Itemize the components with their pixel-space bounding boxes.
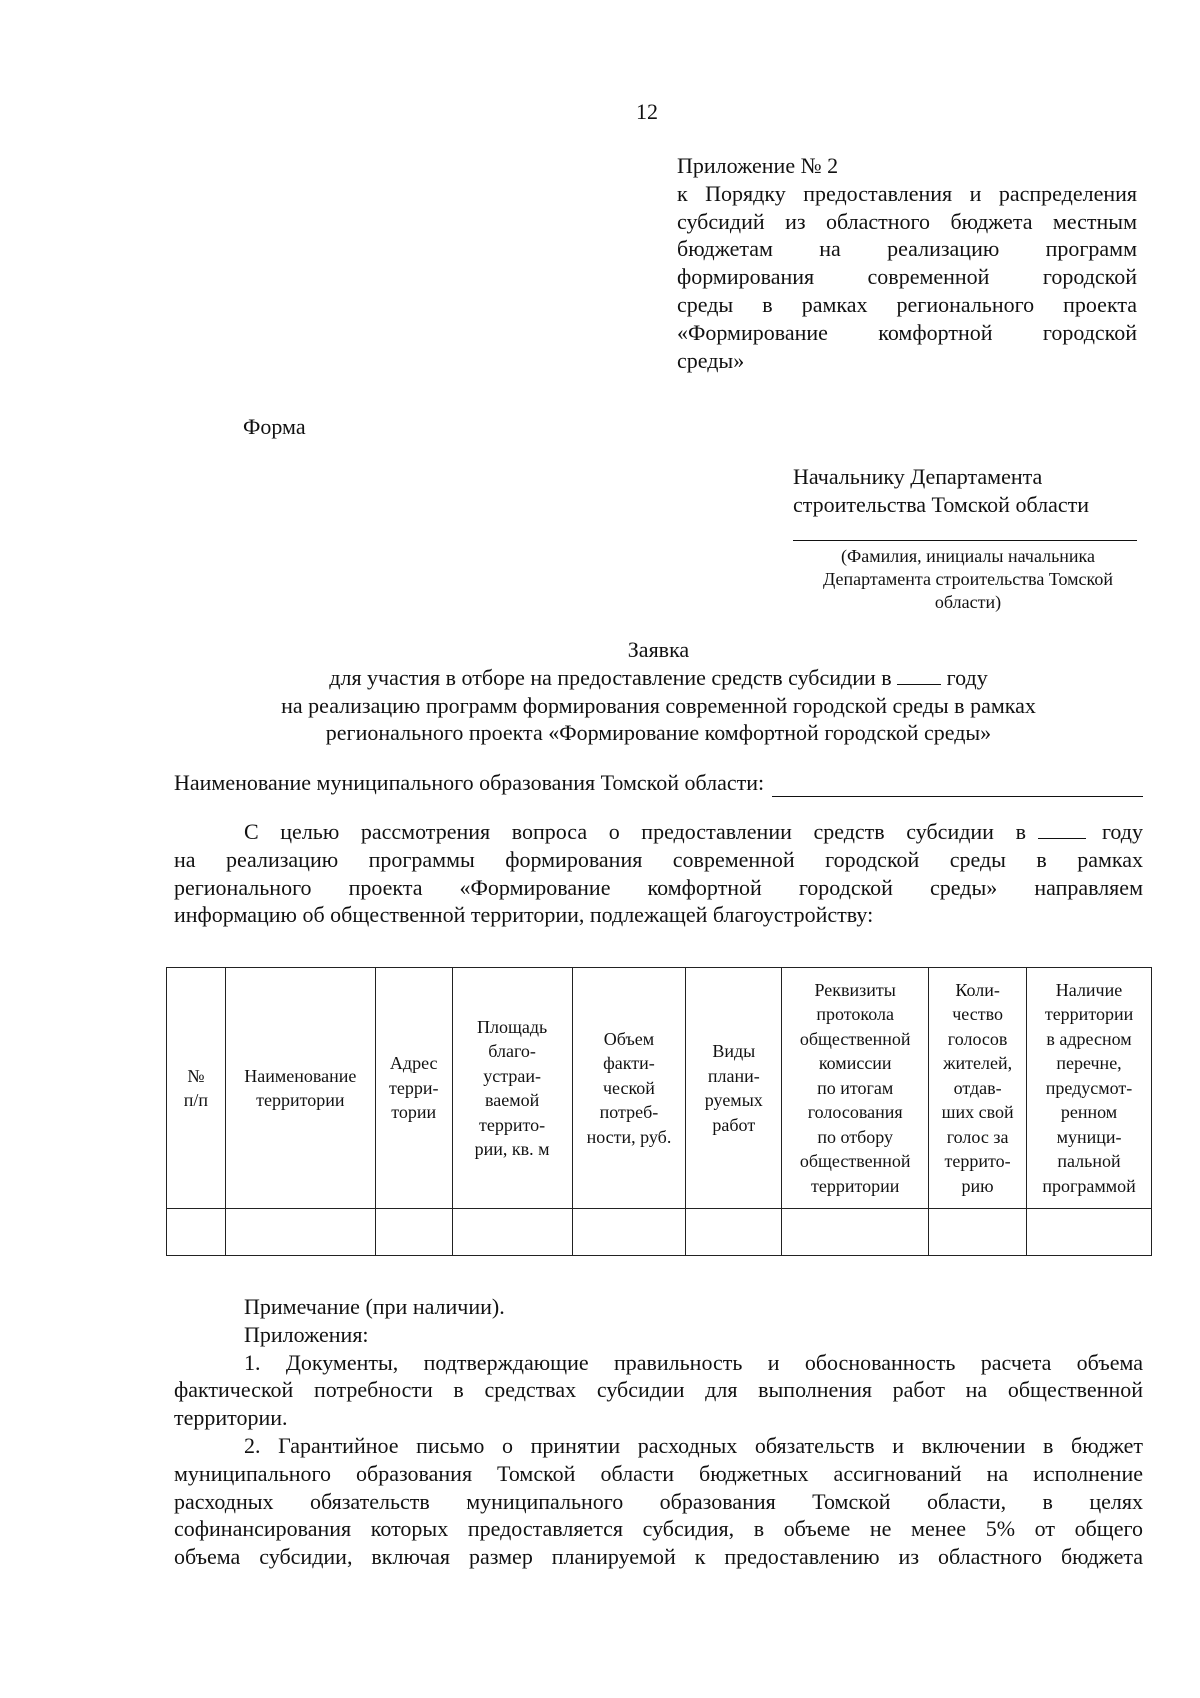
addressee-line: строительства Томской области bbox=[793, 491, 1089, 517]
appendix-line: бюджетам на реализацию программ bbox=[677, 236, 1137, 262]
header-line: Площадь bbox=[477, 1016, 548, 1037]
note-line: Департамента строительства Томской bbox=[822, 569, 1114, 589]
appendix-line: «Формирование комфортной городской bbox=[677, 319, 1137, 345]
header-line: рию bbox=[961, 1175, 994, 1196]
application-heading bbox=[174, 636, 1143, 747]
intro-paragraph bbox=[174, 818, 1143, 929]
table-cell[interactable] bbox=[167, 1209, 226, 1256]
header-line: тории bbox=[391, 1102, 437, 1123]
header-line: территории bbox=[256, 1090, 345, 1110]
header-line: чество bbox=[952, 1004, 1003, 1025]
intro-text: С целью рассмотрения вопроса о предоставлении средств субсидии в bbox=[244, 819, 1026, 844]
intro-line bbox=[174, 818, 1143, 846]
attachment-item-1: 1. Документы, подтверждающие правильность и обоснованность расчета объема bbox=[244, 1349, 1143, 1375]
header-line: пальной bbox=[1057, 1151, 1121, 1172]
attachment-item-2: объема субсидии, включая размер планируемой к предоставлению из областного бюджета bbox=[174, 1544, 1143, 1570]
form-label: Форма bbox=[243, 414, 306, 439]
addressee-line: Начальнику Департамента bbox=[793, 464, 1043, 489]
header-line: Наименование bbox=[244, 1065, 357, 1086]
appendix-header bbox=[677, 152, 1137, 374]
note-line: (Фамилия, инициалы начальника bbox=[840, 546, 1096, 566]
header-line: ших свой bbox=[941, 1102, 1014, 1123]
application-text: для участия в отборе на предоставление средств субсидии в bbox=[329, 664, 892, 690]
appendix-line: среды» bbox=[677, 347, 745, 373]
table-header-cell bbox=[929, 968, 1027, 1209]
table-header-row bbox=[167, 968, 1152, 1209]
table-header-cell bbox=[167, 968, 226, 1209]
header-line: голосов bbox=[947, 1028, 1008, 1049]
notes bbox=[174, 1293, 1143, 1571]
header-line: голос за bbox=[946, 1126, 1009, 1147]
header-line: Виды bbox=[712, 1041, 756, 1061]
year-blank bbox=[897, 666, 941, 685]
header-line: территории bbox=[1044, 1004, 1134, 1025]
attachments-label: Приложения: bbox=[244, 1321, 369, 1347]
addressee bbox=[793, 463, 1143, 519]
table-cell[interactable] bbox=[686, 1209, 782, 1256]
municipality-blank bbox=[772, 774, 1143, 797]
header-line: жителей, bbox=[943, 1053, 1013, 1074]
header-line: факти- bbox=[603, 1053, 655, 1074]
header-line: устраи- bbox=[483, 1065, 541, 1086]
table-header-cell bbox=[452, 968, 572, 1209]
header-line: протокола bbox=[816, 1004, 894, 1025]
table-header-cell bbox=[1027, 968, 1152, 1209]
header-line: комиссии bbox=[818, 1053, 892, 1074]
header-line: по итогам bbox=[817, 1077, 894, 1098]
header-line: работ bbox=[712, 1114, 756, 1135]
header-line: рии, кв. м bbox=[474, 1139, 550, 1159]
header-line: террито- bbox=[944, 1151, 1011, 1172]
header-line: террито- bbox=[479, 1114, 546, 1135]
table-header-cell bbox=[225, 968, 375, 1209]
table-cell[interactable] bbox=[1027, 1209, 1152, 1256]
header-line: территории bbox=[811, 1175, 900, 1196]
attachment-item-2: расходных обязательств муниципального образования Томской области, в целях bbox=[174, 1488, 1143, 1514]
intro-text: году bbox=[1101, 819, 1143, 844]
header-line: программой bbox=[1042, 1175, 1136, 1196]
header-line: в адресном bbox=[1046, 1028, 1132, 1049]
header-line: ренном bbox=[1060, 1102, 1118, 1123]
table-cell[interactable] bbox=[225, 1209, 375, 1256]
header-line: ности, руб. bbox=[586, 1126, 672, 1147]
header-line: муници- bbox=[1056, 1126, 1122, 1147]
header-line: отдав- bbox=[953, 1077, 1002, 1098]
header-line: потреб- bbox=[599, 1102, 659, 1123]
table-header-cell bbox=[572, 968, 686, 1209]
header-line: Объем bbox=[603, 1028, 655, 1049]
signature-line bbox=[793, 540, 1137, 541]
header-line: Адрес bbox=[389, 1053, 438, 1074]
attachment-item-2: софинансирования которых предоставляется субсидия, в объеме не менее 5% от общего bbox=[174, 1516, 1143, 1542]
appendix-line: субсидий из областного бюджета местным bbox=[677, 208, 1137, 234]
header-line: руемых bbox=[704, 1090, 763, 1110]
addressee-note bbox=[793, 545, 1143, 614]
appendix-line: среды в рамках регионального проекта bbox=[677, 291, 1137, 317]
header-line: № bbox=[187, 1065, 205, 1086]
table-cell[interactable] bbox=[452, 1209, 572, 1256]
header-line: Наличие bbox=[1055, 979, 1123, 1000]
appendix-line: формирования современной городской bbox=[677, 264, 1137, 290]
application-line: регионального проекта «Формирование комфортной городской среды» bbox=[325, 720, 992, 746]
intro-line: информацию об общественной территории, подлежащей благоустройству: bbox=[174, 902, 874, 928]
header-line: ваемой bbox=[484, 1090, 540, 1110]
municipality-row bbox=[174, 769, 1143, 797]
appendix-title: Приложение № 2 bbox=[677, 153, 839, 178]
header-line: ческой bbox=[602, 1077, 655, 1098]
header-line: плани- bbox=[707, 1065, 760, 1086]
table-header-cell bbox=[686, 968, 782, 1209]
municipality-label: Наименование муниципального образования Томской области: bbox=[174, 770, 765, 795]
header-line: предусмот- bbox=[1045, 1077, 1133, 1098]
header-line: перечне, bbox=[1056, 1053, 1122, 1074]
note-line: области) bbox=[934, 592, 1002, 612]
application-text: году bbox=[946, 664, 988, 690]
table-cell[interactable] bbox=[929, 1209, 1027, 1256]
attachment-item-2: 2. Гарантийное письмо о принятии расходных обязательств и включении в бюджет bbox=[244, 1432, 1143, 1458]
application-line bbox=[174, 664, 1143, 692]
header-line: Реквизиты bbox=[814, 979, 896, 1000]
table-row bbox=[167, 1209, 1152, 1256]
year-blank bbox=[1038, 818, 1086, 839]
table-cell[interactable] bbox=[782, 1209, 929, 1256]
table-header-cell bbox=[375, 968, 452, 1209]
header-line: терри- bbox=[388, 1077, 439, 1098]
intro-line: регионального проекта «Формирование комфортной городской среды» направляем bbox=[174, 874, 1143, 900]
header-line: общественной bbox=[799, 1151, 911, 1172]
header-line: Коли- bbox=[955, 979, 1000, 1000]
table-cell[interactable] bbox=[572, 1209, 686, 1256]
attachment-item-1: фактической потребности в средствах субсидии для выполнения работ на общественной bbox=[174, 1377, 1143, 1403]
attachment-item-2: муниципального образования Томской области бюджетных ассигнований на исполнение bbox=[174, 1460, 1143, 1486]
intro-line: на реализацию программы формирования современной городской среды в рамках bbox=[174, 846, 1143, 872]
header-line: благо- bbox=[488, 1041, 536, 1061]
appendix-line: к Порядку предоставления и распределения bbox=[677, 180, 1137, 206]
header-line: общественной bbox=[799, 1028, 911, 1049]
header-line: п/п bbox=[183, 1090, 209, 1110]
page-number: 12 bbox=[636, 99, 658, 124]
application-line: на реализацию программ формирования современной городской среды в рамках bbox=[281, 692, 1036, 718]
remark: Примечание (при наличии). bbox=[244, 1294, 505, 1319]
application-title: Заявка bbox=[627, 637, 690, 662]
header-line: по отбору bbox=[817, 1126, 894, 1147]
table-cell[interactable] bbox=[375, 1209, 452, 1256]
attachment-item-1: территории. bbox=[174, 1405, 288, 1431]
territory-table bbox=[166, 967, 1152, 1256]
table-header-cell bbox=[782, 968, 929, 1209]
header-line: голосования bbox=[807, 1102, 903, 1123]
